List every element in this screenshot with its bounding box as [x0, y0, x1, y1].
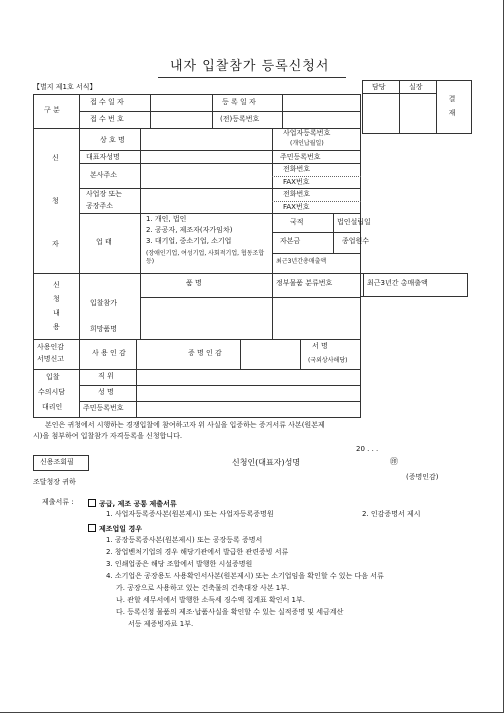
attachments-label: 제출서류 : — [42, 498, 74, 506]
cert-seal-label: 증 명 인 감 — [188, 349, 222, 357]
business-type-1: 1. 개인, 법인 — [146, 215, 187, 223]
checkbox-group2[interactable] — [88, 524, 96, 532]
attachment-1-2: 2. 인감증명서 제시 — [362, 510, 421, 518]
approval-label: 결재 — [448, 95, 456, 117]
employees-label: 종업원수 — [342, 237, 370, 245]
items-side-2: 청 — [53, 295, 60, 303]
applicant-side-3: 자 — [52, 240, 59, 248]
gubun-label: 구 분 — [44, 106, 60, 114]
attachment-2-1: 1. 공장등록증사본(원본제시) 또는 공장등록 증명서 — [106, 536, 263, 544]
business-type-label: 업 태 — [96, 238, 112, 246]
agent-resident-no-label: 주민등록번호 — [83, 404, 124, 412]
item-name-header: 품 명 — [186, 279, 202, 287]
rep-name-label: 대표자성명 — [86, 153, 120, 161]
agent-side-2: 수의시담 — [38, 388, 66, 396]
reg-date-label: 등 록 일 자 — [222, 98, 256, 106]
site-address-label-2: 공장주소 — [86, 202, 114, 210]
resident-no-label: 주민등록번호 — [280, 153, 321, 161]
credit-check-label: 신용조회필 — [40, 458, 74, 466]
use-seal-label: 사 용 인 감 — [92, 349, 126, 357]
business-type-4: (장애인기업, 여성기업, 사회적기업, 협동조합 등) — [146, 250, 265, 265]
reg-no-label: (전)등록번호 — [220, 115, 260, 123]
form-number: 【별지 제1호 서식】 — [33, 83, 97, 91]
seal-side-2: 서명신고 — [37, 355, 65, 363]
checkbox-group1[interactable] — [88, 499, 96, 507]
seal-note: (증명인감) — [406, 473, 439, 481]
attachments-group2-title: 제조업일 경우 — [88, 524, 142, 533]
attachments-group1-title: 공급, 제조 공통 제출서류 — [88, 499, 177, 508]
hq-address-label: 본사주소 — [90, 171, 118, 179]
site-phone-label: 전화번호 — [283, 190, 311, 198]
receipt-date-label: 접 수 일 자 — [90, 98, 124, 106]
seal-mark: ㊞ — [390, 457, 398, 466]
attachment-2-4b: 나. 관할 세무서에서 발행한 소득세 징수액 집계표 확인서 1부. — [116, 596, 305, 604]
approval-chief: 실장 — [409, 83, 423, 91]
desired-items-label: 희망품명 — [90, 325, 118, 333]
agent-name-label: 성 명 — [98, 388, 114, 396]
attachment-2-4: 4. 소기업은 공장용도 사용확인서사본(원본제시) 또는 소기업임을 확인할 수 있는 다음 서류 — [106, 572, 384, 580]
statement-line-1: 본인은 귀청에서 시행하는 경쟁입찰에 참여하고자 위 사실을 입증하는 증거서류 사본(원본제 — [45, 421, 325, 429]
attachment-2-4c: 다. 등록신청 물품의 제조·납품사실을 확인할 수 있는 실적증명 및 세금계산 — [116, 608, 344, 616]
business-type-2: 2. 공공자, 제조자(자가임차) — [146, 226, 233, 234]
nationality-label: 국적 — [290, 218, 304, 226]
signer-label: 신청인(대표자)성명 — [232, 458, 301, 467]
hq-phone-label: 전화번호 — [283, 165, 311, 173]
addressee: 조달청장 귀하 — [33, 478, 76, 486]
company-name-label: 상 호 명 — [100, 136, 125, 144]
attachment-2-3: 3. 인쇄업종은 해당 조합에서 발행한 시설증명원 — [106, 560, 253, 568]
agent-side-1: 입찰 — [46, 373, 60, 381]
capital-label: 자본금 — [280, 237, 301, 245]
seal-side-1: 사용인감 — [37, 343, 65, 351]
attachment-2-2: 2. 창업벤처기업의 경우 해당기관에서 발급한 관련증빙 서류 — [106, 548, 289, 556]
class-no-header: 정부물품 분류번호 — [276, 279, 333, 287]
biz-no-sub: (개인납월일) — [290, 140, 324, 147]
attachment-2-4a: 가. 공장으로 사용하고 있는 건축물의 건축대장 사본 1부. — [116, 584, 290, 592]
bid-items-label: 입찰참가 — [90, 299, 118, 307]
sales-3y-label: 최근3년간총매출액 — [276, 258, 327, 265]
attachment-2-4c-cont: 서등 제증빙자료 1부. — [128, 620, 194, 628]
agent-position-label: 직 위 — [98, 372, 114, 380]
business-type-3: 3. 대기업, 중소기업, 소기업 — [146, 237, 232, 245]
applicant-side-1: 신 — [52, 154, 59, 162]
sign-sub-label: (국외상사해당) — [308, 357, 348, 364]
site-fax-label: FAX번호 — [283, 203, 310, 211]
approval-staff: 담당 — [372, 83, 386, 91]
form-title: 내자 입찰참가 등록신청서 — [170, 59, 330, 74]
attachment-1-1: 1. 사업자등록증사본(원본제시) 또는 사업자등록증명원 — [106, 510, 274, 518]
date-line: 20 . . . — [356, 445, 379, 453]
corp-date-label: 법인설립일 — [337, 218, 371, 226]
title-underline — [158, 77, 346, 78]
biz-no-label: 사업자등록번호 — [283, 129, 331, 137]
applicant-side-2: 청 — [52, 197, 59, 205]
site-address-label-1: 사업장 또는 — [86, 190, 123, 198]
sales-3y-header-cell — [361, 273, 468, 297]
hq-fax-label: FAX번호 — [283, 178, 310, 186]
agent-side-3: 대리인 — [42, 403, 63, 411]
items-side-3: 내 — [53, 309, 60, 317]
items-side-4: 용 — [53, 323, 60, 331]
items-side-1: 신 — [53, 281, 60, 289]
statement-line-2: 시)을 첨부하여 입찰참가 자격등록을 신청합니다. — [33, 432, 183, 440]
sales-3y-header: 최근3년간 총매출액 — [367, 279, 428, 287]
receipt-no-label: 접 수 번 호 — [90, 115, 124, 123]
sign-label: 서 명 — [312, 342, 328, 350]
